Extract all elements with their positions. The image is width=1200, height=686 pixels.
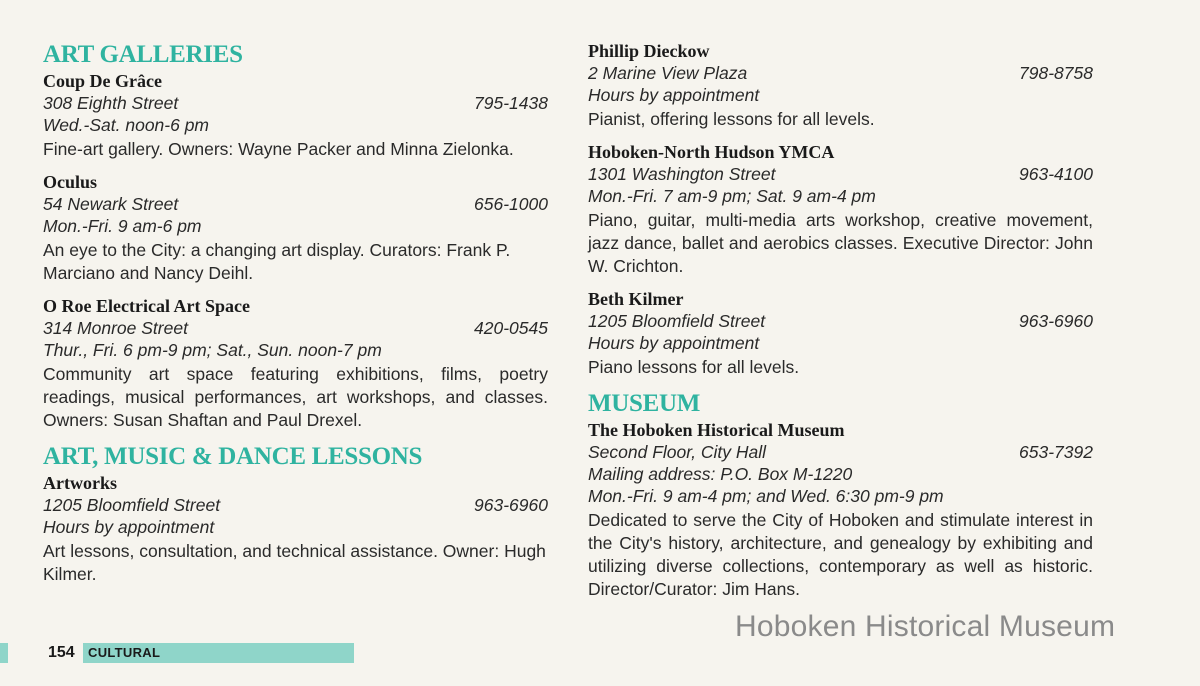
- listing-hours: Wed.-Sat. noon-6 pm: [43, 115, 210, 135]
- listing-phone: 656-1000: [474, 194, 548, 214]
- listing-name: Beth Kilmer: [588, 289, 684, 309]
- listing-description: Community art space featuring exhibitions, films, poetry readings, musical performances, art workshops, and classes. Owners: Susan Shaftan and Paul Drexel.: [43, 364, 548, 430]
- section-title-museum: MUSEUM: [588, 390, 701, 417]
- listing-name: Phillip Dieckow: [588, 41, 710, 61]
- listing-mailing-address: Mailing address: P.O. Box M-1220: [588, 464, 853, 484]
- listing-phone: 963-4100: [1019, 164, 1093, 184]
- listing-coup-de-grace: [43, 70, 548, 161]
- listing-ymca: [588, 141, 1093, 278]
- listing-name: Oculus: [43, 172, 98, 192]
- listing-name: The Hoboken Historical Museum: [588, 420, 845, 440]
- listing-hours: Hours by appointment: [43, 517, 215, 537]
- listing-description: Piano lessons for all levels.: [588, 357, 800, 377]
- listing-address: 54 Newark Street: [43, 194, 179, 214]
- right-column: [588, 40, 1093, 611]
- listing-phillip-dieckow: [588, 40, 1093, 131]
- listing-description: An eye to the City: a changing art display. Curators: Frank P. Marciano and Nancy Deihl.: [43, 240, 511, 283]
- left-column: [43, 40, 548, 596]
- watermark: Hoboken Historical Museum: [735, 610, 1116, 643]
- listing-address: 314 Monroe Street: [43, 318, 188, 338]
- listing-hours: Mon.-Fri. 7 am-9 pm; Sat. 9 am-4 pm: [588, 186, 876, 206]
- listing-hours: Hours by appointment: [588, 333, 760, 353]
- listing-address: 2 Marine View Plaza: [588, 63, 748, 83]
- listing-phone: 653-7392: [1019, 442, 1093, 462]
- footer-section-label: CULTURAL: [88, 645, 161, 660]
- listing-address: 1205 Bloomfield Street: [43, 495, 221, 515]
- listing-hours: Thur., Fri. 6 pm-9 pm; Sat., Sun. noon-7 pm: [43, 340, 382, 360]
- section-title-art-galleries: ART GALLERIES: [43, 41, 243, 68]
- listing-address: 308 Eighth Street: [43, 93, 179, 113]
- page-number: 154: [48, 644, 75, 661]
- listing-phone: 795-1438: [474, 93, 548, 113]
- listing-description: Pianist, offering lessons for all levels.: [588, 109, 875, 129]
- listing-hoboken-historical-museum: [588, 419, 1093, 601]
- listing-oculus: [43, 171, 548, 285]
- listing-address: 1301 Washington Street: [588, 164, 776, 184]
- listing-phone: 963-6960: [1019, 311, 1093, 331]
- listing-hours: Hours by appointment: [588, 85, 760, 105]
- listing-address: Second Floor, City Hall: [588, 442, 766, 462]
- listing-description: Dedicated to serve the City of Hoboken and stimulate interest in the City's history, architecture, and genealogy by exhibiting and utilizing diverse collections, contemporary as well as historic. Director/Curator: Jim Hans.: [588, 510, 1093, 599]
- listing-phone: 963-6960: [474, 495, 548, 515]
- listing-name: Coup De Grâce: [43, 71, 162, 91]
- listing-beth-kilmer: [588, 288, 1093, 379]
- listing-description: Fine-art gallery. Owners: Wayne Packer and Minna Zielonka.: [43, 139, 514, 159]
- listing-hours: Mon.-Fri. 9 am-4 pm; and Wed. 6:30 pm-9 pm: [588, 486, 944, 506]
- listing-description: Piano, guitar, multi-media arts workshop, creative movement, jazz dance, ballet and aerobics classes. Executive Director: John W. Crichton.: [588, 210, 1093, 276]
- listing-name: Artworks: [43, 473, 117, 493]
- listing-artworks: [43, 472, 548, 586]
- listing-phone: 798-8758: [1019, 63, 1093, 83]
- listing-name: Hoboken-North Hudson YMCA: [588, 142, 835, 162]
- section-title-lessons: ART, MUSIC & DANCE LESSONS: [43, 443, 423, 470]
- listing-name: O Roe Electrical Art Space: [43, 296, 250, 316]
- listing-phone: 420-0545: [474, 318, 548, 338]
- listing-address: 1205 Bloomfield Street: [588, 311, 766, 331]
- listing-description: Art lessons, consultation, and technical assistance. Owner: Hugh Kilmer.: [43, 541, 546, 584]
- listing-hours: Mon.-Fri. 9 am-6 pm: [43, 216, 202, 236]
- listing-o-roe: [43, 295, 548, 432]
